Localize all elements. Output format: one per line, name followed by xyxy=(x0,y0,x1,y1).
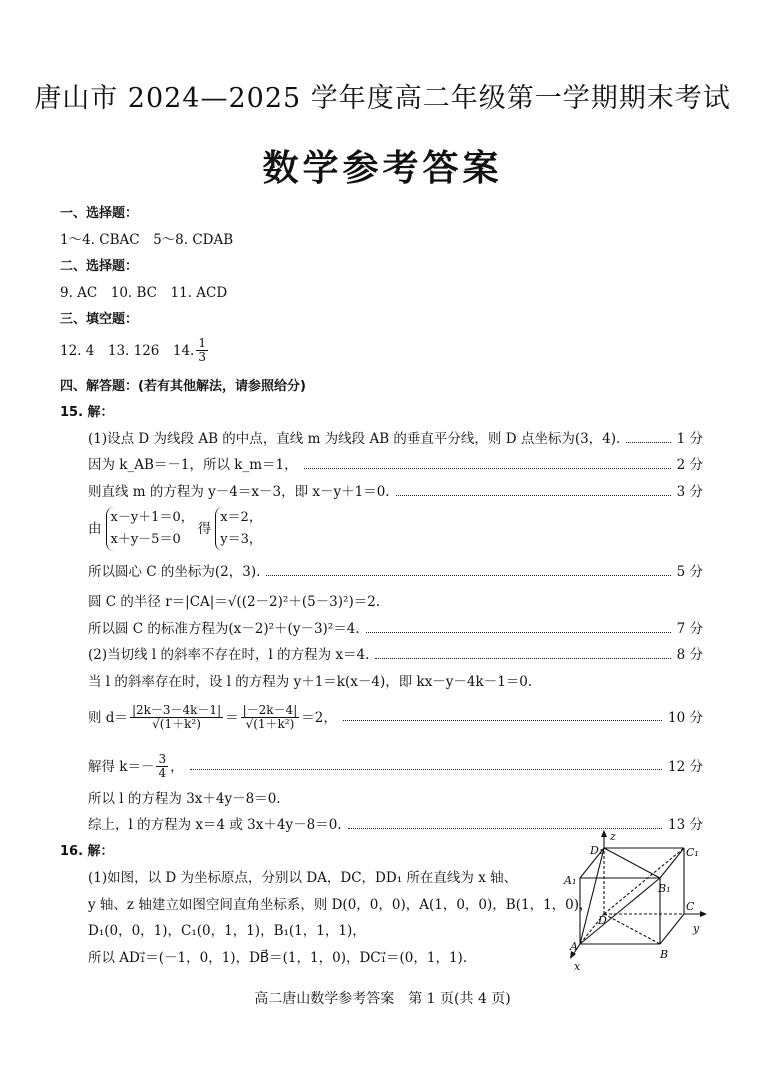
diag-D-B xyxy=(604,914,660,944)
answer-title: 数学参考答案 xyxy=(262,148,503,189)
edge-B-C xyxy=(660,914,684,944)
q15-line-1-text: (1)设点 D 为线段 AB 的中点，直线 m 为线段 AB 的垂直平分线，则 D 点坐标为(3，4). xyxy=(88,431,621,447)
answer-14-fraction xyxy=(196,337,208,364)
q15-line-2 xyxy=(88,456,703,474)
system-eq-2: x＋y－5＝0 xyxy=(110,532,181,547)
leader-dots xyxy=(190,769,662,770)
leader-dots xyxy=(375,658,670,659)
label-C: C xyxy=(686,900,695,913)
q15-line-3-text: 则直线 m 的方程为 y－4＝x－3，即 x－y＋1＝0. xyxy=(88,484,390,500)
section-3-answer-text: 12. 4 13. 126 14. xyxy=(60,342,195,359)
score-13: 13 分 xyxy=(668,817,703,833)
section-4-heading: 四、解答题：(若有其他解法，请参照给分) xyxy=(60,379,306,394)
equals-sign: ＝ xyxy=(225,709,239,726)
q15-line-12: 所以 l 的方程为 3x＋4y－8＝0. xyxy=(88,791,281,807)
leader-dots xyxy=(366,632,671,633)
q16-label: 16. 解： xyxy=(60,844,114,859)
label-A1: A₁ xyxy=(564,874,577,887)
label-B1: B₁ xyxy=(658,882,671,895)
section-3-heading: 三、填空题： xyxy=(60,312,139,327)
cube-diagram xyxy=(560,828,720,978)
fraction-denominator: √(1＋k²) xyxy=(245,717,295,731)
fraction-numerator: 1 xyxy=(198,336,206,350)
q15-line-2-text: 因为 k_AB＝－1，所以 k_m＝1， xyxy=(88,457,298,473)
q15-line-8-text: (2)当切线 l 的斜率不存在时，l 的方程为 x＝4. xyxy=(88,647,370,663)
score-8: 8 分 xyxy=(676,647,703,663)
score-3: 3 分 xyxy=(676,484,703,500)
section-1-heading: 一、选择题： xyxy=(60,206,139,221)
q15-line-5 xyxy=(88,563,703,581)
q15-line-1 xyxy=(88,430,703,448)
q15-line-11 xyxy=(88,753,703,780)
score-10: 10 分 xyxy=(668,709,703,726)
q15-line-10 xyxy=(88,704,703,731)
system-sol-2: y＝3， xyxy=(220,532,262,547)
q15-line-13-text: 综上，l 的方程为 x＝4 或 3x＋4y－8＝0. xyxy=(88,817,342,833)
section-1-answers: 1～4. CBAC 5～8. CDAB xyxy=(60,232,234,248)
leader-dots xyxy=(343,720,662,721)
axis-z-arrow xyxy=(601,830,607,837)
section-2-heading: 二、选择题： xyxy=(60,259,139,274)
score-2: 2 分 xyxy=(676,457,703,473)
distance-fraction-2 xyxy=(241,704,300,731)
k-fraction xyxy=(156,753,168,780)
fraction-denominator: √(1＋k²) xyxy=(152,717,201,731)
section-2-answers: 9. AC 10. BC 11. ACD xyxy=(60,285,228,301)
q15-line-5-text: 所以圆心 C 的坐标为(2，3). xyxy=(88,564,261,580)
q15-line-11-text xyxy=(88,753,184,780)
q15-equation-system xyxy=(88,507,266,551)
q15-line-7 xyxy=(88,620,703,638)
leader-dots xyxy=(266,575,670,576)
q15-line-6: 圆 C 的半径 r＝|CA|＝√((2－2)²＋(5－3)²)＝2. xyxy=(88,594,381,610)
score-1: 1 分 xyxy=(676,431,703,447)
leader-dots xyxy=(396,495,671,496)
edge-B1-C1 xyxy=(660,848,684,878)
q16-line-4: 所以 AD₁⃗＝(－1，0，1)，DB⃗＝(1，1，0)，DC₁⃗＝(0，1，1). xyxy=(88,950,468,966)
solve-prefix: 解得 k＝－ xyxy=(88,758,155,775)
distance-suffix: ＝2， xyxy=(301,709,337,726)
label-x: x xyxy=(574,960,581,973)
distance-prefix: 则 d＝ xyxy=(88,709,128,726)
leader-dots xyxy=(626,442,670,443)
label-B: B xyxy=(660,948,669,961)
label-C1: C₁ xyxy=(686,846,699,859)
solve-suffix: ， xyxy=(170,758,184,775)
q16-line-1: (1)如图，以 D 为坐标原点，分别以 DA，DC，DD₁ 所在直线为 x 轴、 xyxy=(88,870,518,886)
exam-title: 唐山市 2024—2025 学年度高二年级第一学期期末考试 xyxy=(34,83,731,114)
system-right xyxy=(215,507,262,551)
score-12: 12 分 xyxy=(668,758,703,775)
score-7: 7 分 xyxy=(676,621,703,637)
q16-line-2: y 轴、z 轴建立如图空间直角坐标系，则 D(0，0，0)，A(1，0，0)，B(1，1，0)， xyxy=(88,897,593,913)
q15-line-8 xyxy=(88,646,703,664)
system-mid: 得 xyxy=(197,521,212,537)
distance-fraction-1 xyxy=(130,704,223,731)
label-D: D xyxy=(598,914,607,927)
fraction-numerator: 3 xyxy=(158,752,167,766)
diag-D-C1 xyxy=(604,848,684,914)
diag-D1-B1 xyxy=(604,848,660,878)
q15-line-3 xyxy=(88,483,703,501)
score-5: 5 分 xyxy=(676,564,703,580)
diag-A-B1 xyxy=(580,878,660,944)
label-D1: D₁ xyxy=(590,844,604,857)
fraction-numerator: |2k－3－4k－1| xyxy=(131,703,222,717)
system-sol-1: x＝2， xyxy=(220,510,262,525)
leader-dots xyxy=(304,468,671,469)
q16-line-3: D₁(0，0，1)，C₁(0，1，1)，B₁(1，1，1)， xyxy=(88,923,366,939)
system-prefix: 由 xyxy=(88,521,102,537)
label-A: A xyxy=(570,940,578,953)
label-y: y xyxy=(693,922,700,935)
fraction-denominator: 4 xyxy=(158,766,167,780)
q15-line-10-text xyxy=(88,704,337,731)
fraction-denominator: 3 xyxy=(198,350,206,364)
page-footer: 高二唐山数学参考答案 第 1 页(共 4 页) xyxy=(254,991,511,1007)
system-left xyxy=(106,507,194,551)
q15-line-7-text: 所以圆 C 的标准方程为(x－2)²＋(y－3)²＝4. xyxy=(88,621,360,637)
label-z: z xyxy=(610,830,616,843)
system-eq-1: x－y＋1＝0， xyxy=(110,510,194,525)
q15-line-9: 当 l 的斜率存在时，设 l 的方程为 y＋1＝k(x－4)，即 kx－y－4k－1＝0. xyxy=(88,674,533,690)
section-3-answers xyxy=(60,337,210,364)
fraction-numerator: |－2k－4| xyxy=(242,703,298,717)
axis-y-arrow xyxy=(700,911,707,917)
q15-label: 15. 解： xyxy=(60,405,114,420)
